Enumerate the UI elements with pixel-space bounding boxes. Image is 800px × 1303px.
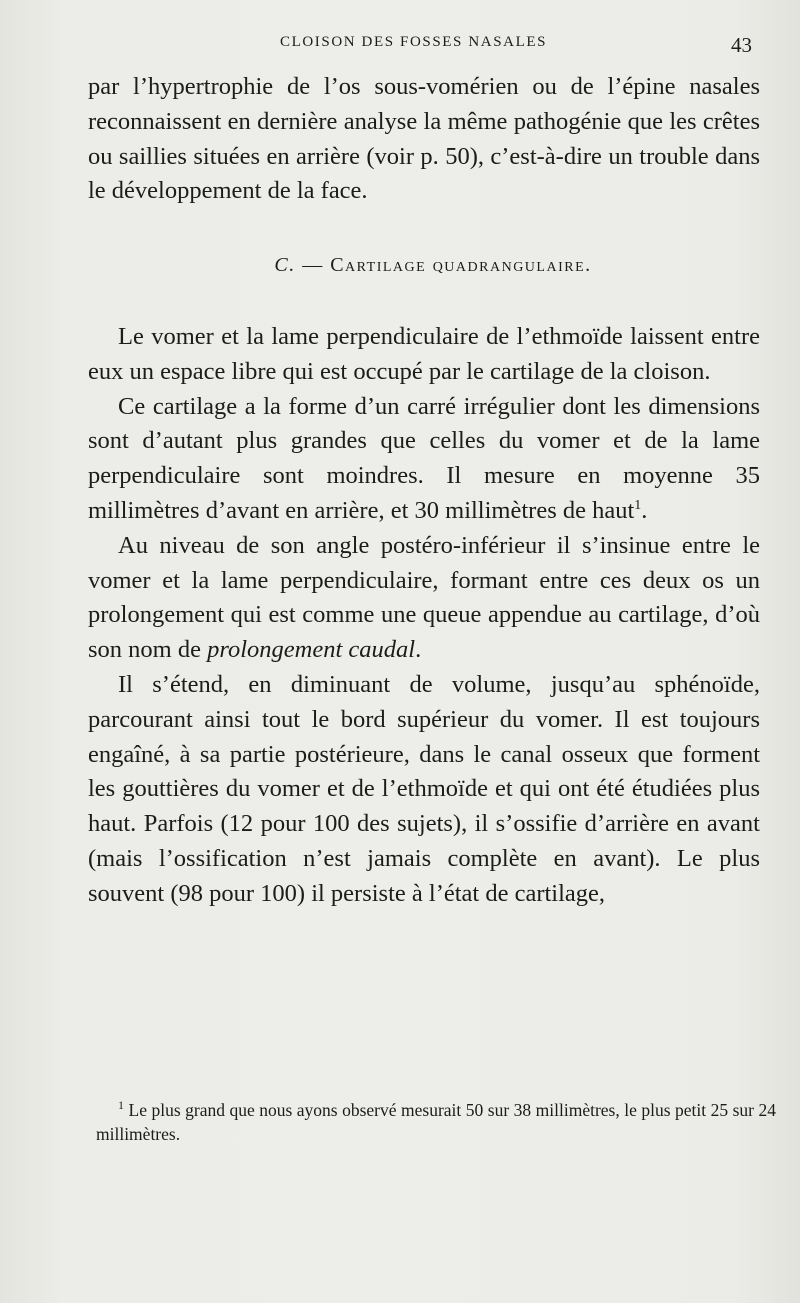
italic-term: prolongement caudal [207,636,416,664]
footnote-mark: 1 [118,1098,124,1113]
paragraph: Il s’étend, en diminuant de volume, jusqu’au sphénoïde, parcourant ainsi tout le bord supérieur du vomer. Il est toujours engaîné, à sa partie postérieure, dans le canal osseux que forment les gouttières du vomer et de l’ethmoïde et qui ont été étudiées plus haut. Parfois (12 pour 100 des sujets), il s’ossifie d’arrière en avant (mais l’ossification n’est jamais complète en avant). Le plus souvent (98 pour 100) il persiste à l’état de cartilage, [88,670,760,907]
footnotes [96,1098,776,1146]
section-heading [88,248,760,283]
paragraph-text: Au niveau de son angle postéro-inférieur il s’insinue entre le vomer et la lame perpendiculaire, formant entre ces deux os un prolongement qui est comme une queue appendue au cartilage, d’où son nom de [88,531,760,664]
running-title: CLOISON DES FOSSES NASALES [280,34,548,50]
footnote-text: Le plus grand que nous ayons observé mesurait 50 sur 38 millimètres, le plus petit 25 sur 24 millimètres. [96,1100,777,1144]
paragraph-end: . [415,636,422,664]
footnote [96,1098,776,1146]
page-number: 43 [731,33,752,57]
paragraph-end: . [641,496,648,524]
paragraph: Le vomer et la lame perpendiculaire de l’ethmoïde laissent entre eux un espace libre qui est occupé par le cartilage de la cloison. [88,322,760,385]
paragraph-text: Ce cartilage a la forme d’un carré irrégulier dont les dimensions sont d’autant plus grandes que celles du vomer et de la lame perpendiculaire sont moindres. Il mesure en moyenne 35 millimètres d’avant en arrière, et 30 millimètres de haut [88,392,760,524]
paragraph-continuation: par l’hypertrophie de l’os sous-vomérien ou de l’épine nasales reconnaissent en dernière analyse la même pathogénie que les crêtes ou saillies situées en arrière (voir p. 50), c’est-à-dire un trouble dans le développement de la face. [88,73,760,205]
section-dash: — [302,254,324,277]
section-title: Cartilage quadrangulaire. [330,254,592,277]
paragraph [88,529,760,668]
running-head [0,34,800,58]
paragraph [88,390,760,529]
body-text [88,70,760,912]
footnote-reference: 1 [634,497,642,513]
section-letter: C. [274,254,296,277]
